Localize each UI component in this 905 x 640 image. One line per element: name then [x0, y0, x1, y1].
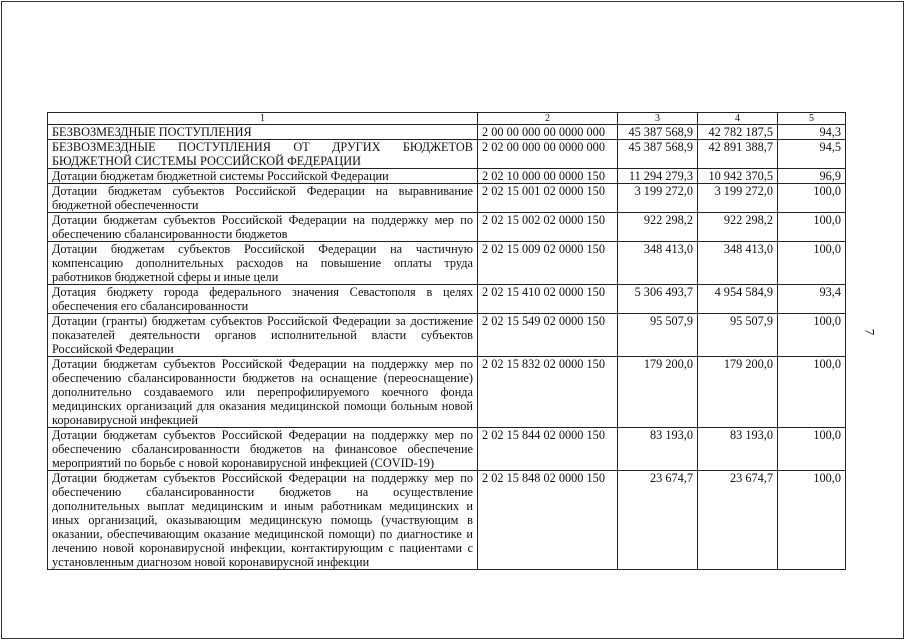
row-name: Дотации (гранты) бюджетам субъектов Российской Федерации за достижение показателей деятельности органов исполнительной власти субъектов Российской Федерации — [48, 314, 478, 357]
row-fact: 95 507,9 — [698, 314, 778, 357]
row-name: БЕЗВОЗМЕЗДНЫЕ ПОСТУПЛЕНИЯ — [48, 125, 478, 140]
row-code: 2 02 15 549 02 0000 150 — [478, 314, 618, 357]
row-name: Дотации бюджетам субъектов Российской Федерации на выравнивание бюджетной обеспеченности — [48, 184, 478, 213]
row-percent: 100,0 — [778, 242, 846, 285]
row-code: 2 02 15 832 02 0000 150 — [478, 357, 618, 428]
table-row — [48, 285, 846, 314]
table-row — [48, 242, 846, 285]
row-code: 2 02 10 000 00 0000 150 — [478, 169, 618, 184]
row-percent: 100,0 — [778, 184, 846, 213]
revenue-table — [47, 112, 846, 570]
row-fact: 348 413,0 — [698, 242, 778, 285]
header-cell: 3 — [618, 113, 698, 125]
row-percent: 96,9 — [778, 169, 846, 184]
row-plan: 83 193,0 — [618, 428, 698, 471]
row-fact: 42 782 187,5 — [698, 125, 778, 140]
row-fact: 83 193,0 — [698, 428, 778, 471]
header-row — [48, 113, 846, 125]
table-row — [48, 140, 846, 169]
row-percent: 100,0 — [778, 428, 846, 471]
table-row — [48, 184, 846, 213]
row-plan: 23 674,7 — [618, 471, 698, 570]
table-row — [48, 169, 846, 184]
row-code: 2 02 15 002 02 0000 150 — [478, 213, 618, 242]
row-name: Дотации бюджетам субъектов Российской Федерации на поддержку мер по обеспечению сбалансированности бюджетов на финансовое обеспечение мероприятий по борьбе с новой коронавирусной инфекцией (COVID-19) — [48, 428, 478, 471]
header-cell: 5 — [778, 113, 846, 125]
row-code: 2 02 15 410 02 0000 150 — [478, 285, 618, 314]
row-plan: 179 200,0 — [618, 357, 698, 428]
row-name: Дотации бюджетам субъектов Российской Федерации на частичную компенсацию дополнительных расходов на повышение оплаты труда работников бюджетной сферы и иные цели — [48, 242, 478, 285]
row-fact: 3 199 272,0 — [698, 184, 778, 213]
page-number: 7 — [862, 328, 878, 336]
header-cell: 1 — [48, 113, 478, 125]
row-fact: 42 891 388,7 — [698, 140, 778, 169]
row-plan: 45 387 568,9 — [618, 140, 698, 169]
row-code: 2 02 15 009 02 0000 150 — [478, 242, 618, 285]
row-percent: 100,0 — [778, 357, 846, 428]
row-name: Дотация бюджету города федерального значения Севастополя в целях обеспечения его сбалансированности — [48, 285, 478, 314]
table-row — [48, 471, 846, 570]
header-cell: 4 — [698, 113, 778, 125]
row-plan: 348 413,0 — [618, 242, 698, 285]
row-fact: 4 954 584,9 — [698, 285, 778, 314]
row-plan: 5 306 493,7 — [618, 285, 698, 314]
row-name: Дотации бюджетам субъектов Российской Федерации на поддержку мер по обеспечению сбалансированности бюджетов — [48, 213, 478, 242]
table-row — [48, 357, 846, 428]
row-percent: 94,3 — [778, 125, 846, 140]
row-name: Дотации бюджетам субъектов Российской Федерации на поддержку мер по обеспечению сбалансированности бюджетов на осуществление дополнительных выплат медицинским и иным работникам медицинских и иных организаций, оказывающим медицинскую помощь (участвующим в оказании, обеспечивающим оказание медицинской помощи) по диагностике и лечению новой коронавирусной инфекции, контактирующим с пациентами с установленным диагнозом новой коронавирусной инфекции — [48, 471, 478, 570]
table-row — [48, 314, 846, 357]
row-plan: 3 199 272,0 — [618, 184, 698, 213]
row-code: 2 00 00 000 00 0000 000 — [478, 125, 618, 140]
header-cell: 2 — [478, 113, 618, 125]
row-fact: 10 942 370,5 — [698, 169, 778, 184]
row-code: 2 02 00 000 00 0000 000 — [478, 140, 618, 169]
row-fact: 179 200,0 — [698, 357, 778, 428]
row-fact: 922 298,2 — [698, 213, 778, 242]
row-code: 2 02 15 848 02 0000 150 — [478, 471, 618, 570]
row-percent: 94,5 — [778, 140, 846, 169]
row-plan: 922 298,2 — [618, 213, 698, 242]
table-row — [48, 125, 846, 140]
row-name: Дотации бюджетам бюджетной системы Российской Федерации — [48, 169, 478, 184]
table-row — [48, 428, 846, 471]
row-plan: 11 294 279,3 — [618, 169, 698, 184]
row-percent: 93,4 — [778, 285, 846, 314]
row-plan: 45 387 568,9 — [618, 125, 698, 140]
table-row — [48, 213, 846, 242]
row-percent: 100,0 — [778, 213, 846, 242]
row-percent: 100,0 — [778, 314, 846, 357]
row-code: 2 02 15 001 02 0000 150 — [478, 184, 618, 213]
row-plan: 95 507,9 — [618, 314, 698, 357]
row-name: БЕЗВОЗМЕЗДНЫЕ ПОСТУПЛЕНИЯ ОТ ДРУГИХ БЮДЖЕТОВ БЮДЖЕТНОЙ СИСТЕМЫ РОССИЙСКОЙ ФЕДЕРАЦИИ — [48, 140, 478, 169]
row-code: 2 02 15 844 02 0000 150 — [478, 428, 618, 471]
row-fact: 23 674,7 — [698, 471, 778, 570]
row-name: Дотации бюджетам субъектов Российской Федерации на поддержку мер по обеспечению сбалансированности бюджетов на оснащение (переоснащение) дополнительно создаваемого или перепрофилируемого коечного фонда медицинских организаций для оказания медицинской помощи больным новой коронавирусной инфекцией — [48, 357, 478, 428]
row-percent: 100,0 — [778, 471, 846, 570]
